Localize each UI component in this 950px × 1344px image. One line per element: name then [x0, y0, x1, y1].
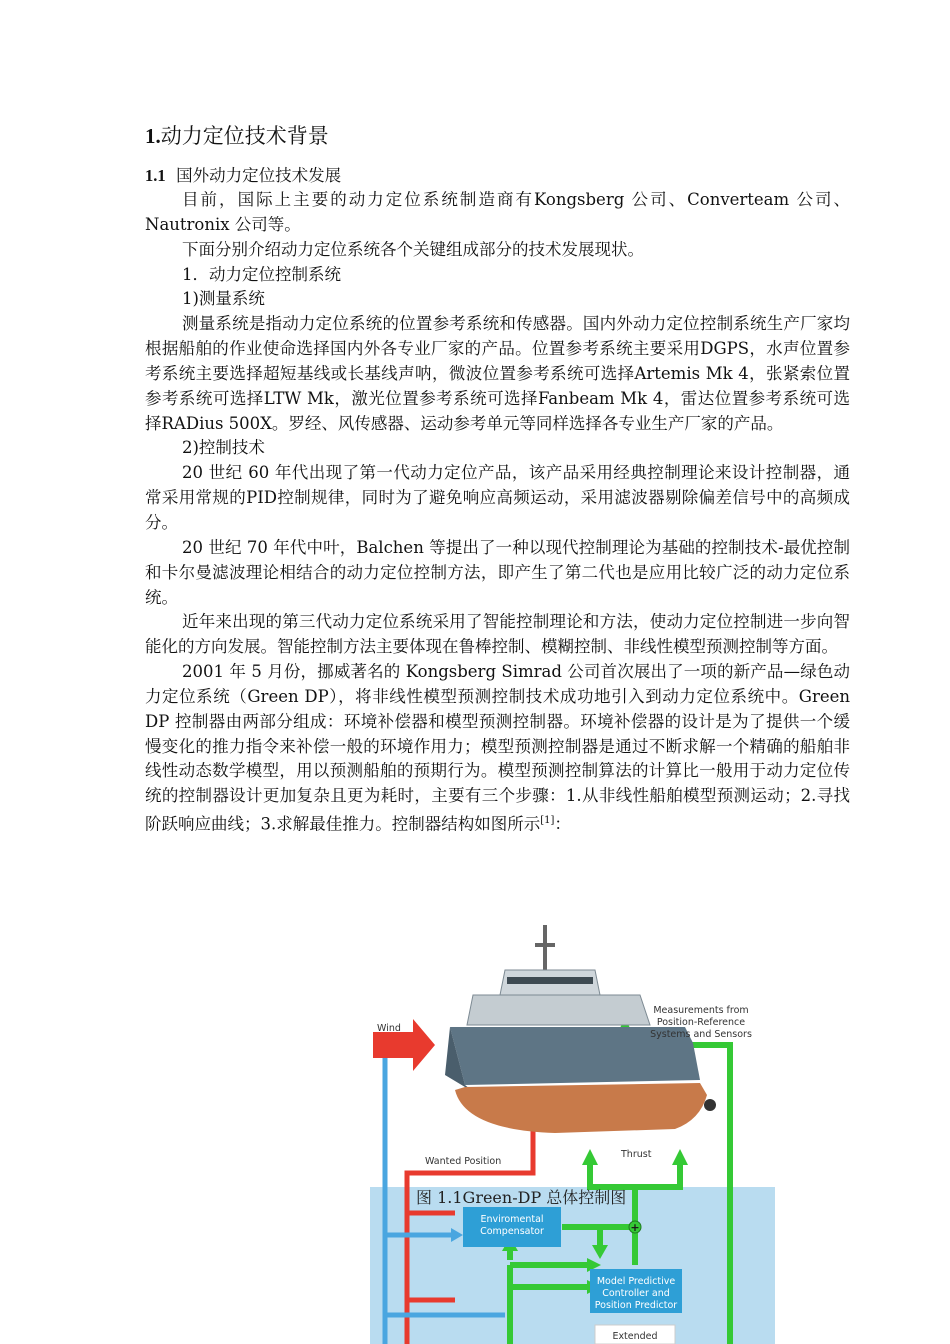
- paragraph: 2)控制技术: [182, 438, 265, 458]
- control-diagram: [355, 915, 775, 1344]
- paragraph: 下面分别介绍动力定位系统各个关键组成部分的技术发展现状。: [182, 239, 644, 259]
- plus-label: +: [630, 1221, 640, 1234]
- thrust-arrow-right-icon: [672, 1149, 688, 1165]
- mpc-label-3: Position Predictor: [594, 1300, 678, 1311]
- measurements-label-2: Position-Reference: [656, 1017, 746, 1028]
- figure-caption: 图 1.1Green-DP 总体控制图: [416, 1188, 627, 1207]
- paragraph: 目前，国际上主要的动力定位系统制造商有Kongsberg 公司、Converteam 公司、Nautronix 公司等。: [145, 190, 850, 234]
- subsection-title: 国外动力定位技术发展: [176, 166, 342, 185]
- paragraph: 1．动力定位控制系统: [182, 264, 341, 284]
- subsection-heading: [145, 164, 341, 188]
- body-text: [145, 188, 850, 837]
- paragraph-tail: ：: [554, 814, 571, 834]
- paragraph-with-citation: [145, 660, 850, 837]
- wanted-position-label: Wanted Position: [425, 1156, 502, 1167]
- mpc-label-1: Model Predictive: [596, 1276, 676, 1287]
- paragraph-text: 2001 年 5 月份，挪威著名的 Kongsberg Simrad 公司首次展出了一项的新产品—绿色动力定位系统（Green DP），将非线性模型预测控制技术成功地引入到动力定位系统中。Green DP 控制器由两部分组成：环境补偿器和模型预测控制器。环境补偿器的设计是为了提供一个缓慢变化的推力指令来补偿一般的环境作用力；模型预测控制器是通过不断求解一个精确的船舶非线性动态数学模型，用以预测船舶的预期行为。模型预测控制算法的计算比一般用于动力定位传统的控制器设计更加复杂且更为耗时，主要有三个步骤：1.从非线性船舶模型预测运动；2.寻找阶跃响应曲线；3.求解最佳推力。控制器结构如图所示: [145, 662, 850, 834]
- subsection-number: 1.1: [145, 166, 166, 185]
- citation-ref[interactable]: [1]: [540, 815, 555, 827]
- section-heading: [145, 122, 329, 150]
- measurements-label-1: Measurements from: [653, 1005, 749, 1016]
- thrust-arrow-left-icon: [582, 1149, 598, 1165]
- env-comp-label-2: Compensator: [480, 1226, 544, 1237]
- section-title: 动力定位技术背景: [160, 124, 329, 148]
- env-comp-label-1: Enviromental: [480, 1214, 544, 1225]
- paragraph: 1)测量系统: [182, 289, 265, 309]
- green-dp-figure: [355, 915, 775, 1344]
- mpc-label-2: Controller and: [602, 1288, 670, 1299]
- paragraph: 近年来出现的第三代动力定位系统采用了智能控制理论和方法，使动力定位控制进一步向智能化的方向发展。智能控制方法主要体现在鲁棒控制、模糊控制、非线性模型预测控制等方面。: [145, 612, 850, 657]
- paragraph: 20 世纪 60 年代出现了第一代动力定位产品，该产品采用经典控制理论来设计控制器，通常采用常规的PID控制规律，同时为了避免响应高频运动，采用滤波器剔除偏差信号中的高频成分。: [145, 463, 850, 532]
- wind-label: Wind: [377, 1023, 401, 1034]
- thrust-label: Thrust: [621, 1149, 652, 1160]
- measurements-label-3: Systems and Sensors: [650, 1029, 752, 1040]
- section-number: 1.: [145, 124, 161, 148]
- extended-label: Extended: [612, 1331, 658, 1342]
- paragraph: 20 世纪 70 年代中叶，Balchen 等提出了一种以现代控制理论为基础的控制技术-最优控制和卡尔曼滤波理论相结合的动力定位控制方法，即产生了第二代也是应用比较广泛的动力定位系统。: [145, 537, 850, 607]
- paragraph: 测量系统是指动力定位系统的位置参考系统和传感器。国内外动力定位控制系统生产厂家均根据船舶的作业使命选择国内外各专业厂家的产品。位置参考系统主要采用DGPS，水声位置参考系统主要选择超短基线或长基线声呐，微波位置参考系统可选择Artemis Mk 4，张紧索位置参考系统可选择LTW Mk，激光位置参考系统可选择Fanbeam Mk 4，雷达位置参考系统可选择RADius 500X。罗经、风传感器、运动参考单元等同样选择各专业生产厂家的产品。: [145, 314, 850, 433]
